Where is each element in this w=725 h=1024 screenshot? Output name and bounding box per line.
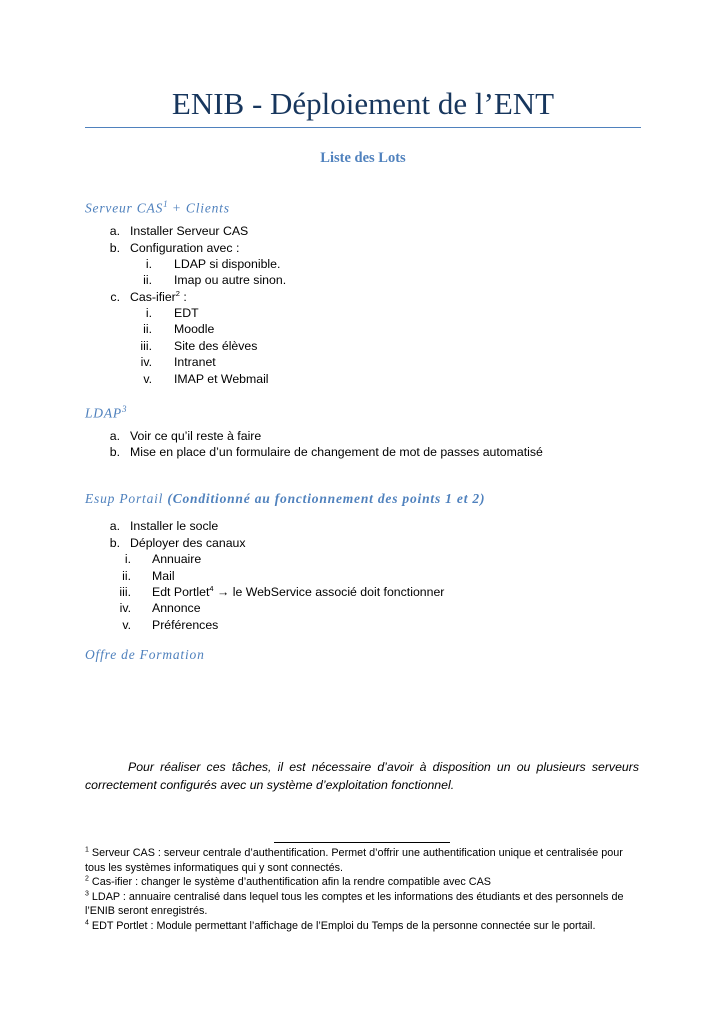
list-marker: ii. xyxy=(122,569,131,583)
list-item-text: Moodle xyxy=(174,322,215,336)
footnote-1 xyxy=(85,846,645,875)
section-heading-esup xyxy=(85,489,485,509)
list-marker: v. xyxy=(122,618,131,632)
footnote-2 xyxy=(85,875,645,890)
list-marker: i. xyxy=(124,552,131,566)
list-marker: iv. xyxy=(119,601,131,615)
footnote-number: 2 xyxy=(85,875,89,883)
document-subtitle: Liste des Lots xyxy=(320,150,406,166)
list-marker: b. xyxy=(109,445,120,459)
list-item-text: Mise en place d’un formulaire de changement de mot de passes automatisé xyxy=(130,445,543,459)
list-item-text: Préférences xyxy=(152,618,219,632)
footnote-separator xyxy=(274,842,450,843)
list-marker: iii. xyxy=(140,339,152,353)
footnote-text: Cas-ifier : changer le système d’authentification afin la rendre compatible avec CAS xyxy=(88,876,491,889)
list-item-text: Installer le socle xyxy=(130,519,219,533)
list-marker: ii. xyxy=(143,322,152,336)
heading-text: + Clients xyxy=(167,200,230,216)
document-title: ENIB - Déploiement de l’ENT xyxy=(171,86,555,121)
section-heading-offre: Offre de Formation xyxy=(85,647,205,662)
footnotes xyxy=(85,846,645,934)
heading-text: LDAP xyxy=(85,405,122,421)
list-item-text: Voir ce qu’il reste à faire xyxy=(130,429,262,443)
list-item-text: IMAP et Webmail xyxy=(174,372,269,386)
list-item-text xyxy=(152,584,444,601)
list-item-text: Déployer des canaux xyxy=(130,536,246,550)
list-item-text: Annonce xyxy=(152,601,201,615)
list-marker: a. xyxy=(109,519,120,533)
list-marker: b. xyxy=(109,536,120,550)
footnote-number: 1 xyxy=(85,846,89,854)
list-marker: v. xyxy=(143,372,152,386)
list-marker: a. xyxy=(109,429,120,443)
list-item-label: Cas-ifier xyxy=(130,290,176,304)
footnote-text: EDT Portlet : Module permettant l’affichage de l’Emploi du Temps de la personne connectée sur le portail. xyxy=(88,919,596,932)
list-item-label: Edt Portlet xyxy=(152,585,210,599)
list-item-text: Imap ou autre sinon. xyxy=(174,273,287,287)
list-marker: b. xyxy=(109,241,120,255)
section-heading-cas xyxy=(85,194,230,219)
list-item-text: Mail xyxy=(152,569,175,583)
footnote-text: Serveur CAS : serveur centrale d’authentification. Permet d’offrir une authentification unique et centralisée pour tous les systèmes informatiques qui y sont connectés. xyxy=(85,847,623,874)
list-marker: iv. xyxy=(140,355,152,369)
heading-text: Serveur CAS xyxy=(85,200,164,216)
title-underline xyxy=(85,127,641,128)
heading-text: Esup Portail xyxy=(85,491,168,506)
list-item-text: Site des élèves xyxy=(174,339,258,353)
footnote-number: 3 xyxy=(85,890,89,898)
list-marker: i. xyxy=(145,306,152,320)
list-marker: c. xyxy=(110,290,120,304)
footnote-number: 4 xyxy=(85,919,89,927)
list-item-label: : xyxy=(179,290,187,304)
section-heading-ldap xyxy=(85,399,126,424)
footnote-ref: 4 xyxy=(209,583,214,593)
footnote-3 xyxy=(85,890,645,919)
footnote-4 xyxy=(85,919,645,934)
list-item-text: EDT xyxy=(174,306,199,320)
list-item-label: → le WebService associé doit fonctionner xyxy=(213,585,445,599)
list-marker: i. xyxy=(145,257,152,271)
list-item-text xyxy=(130,289,187,306)
list-item-text: Configuration avec : xyxy=(130,241,240,255)
list-marker: a. xyxy=(109,224,120,238)
footnote-ref: 1 xyxy=(163,199,168,209)
footnote-ref: 3 xyxy=(121,404,127,414)
list-marker: iii. xyxy=(119,585,131,599)
footnote-ref: 2 xyxy=(175,288,180,298)
list-marker: ii. xyxy=(143,273,152,287)
list-item-text: LDAP si disponible. xyxy=(174,257,281,271)
list-item-text: Annuaire xyxy=(152,552,202,566)
footnote-text: LDAP : annuaire centralisé dans lequel tous les comptes et les informations des étudiants et des personnels de l’ENIB seront enregistrés. xyxy=(85,890,624,918)
heading-condition: (Conditionné au fonctionnement des points 1 et 2) xyxy=(167,491,486,506)
list-item-text: Intranet xyxy=(174,355,216,369)
note-paragraph: Pour réaliser ces tâches, il est nécessaire d’avoir à disposition un ou plusieurs serveurs correctement configurés avec un système d’exploitation fonctionnel. xyxy=(85,760,639,792)
list-item-text: Installer Serveur CAS xyxy=(130,224,249,238)
